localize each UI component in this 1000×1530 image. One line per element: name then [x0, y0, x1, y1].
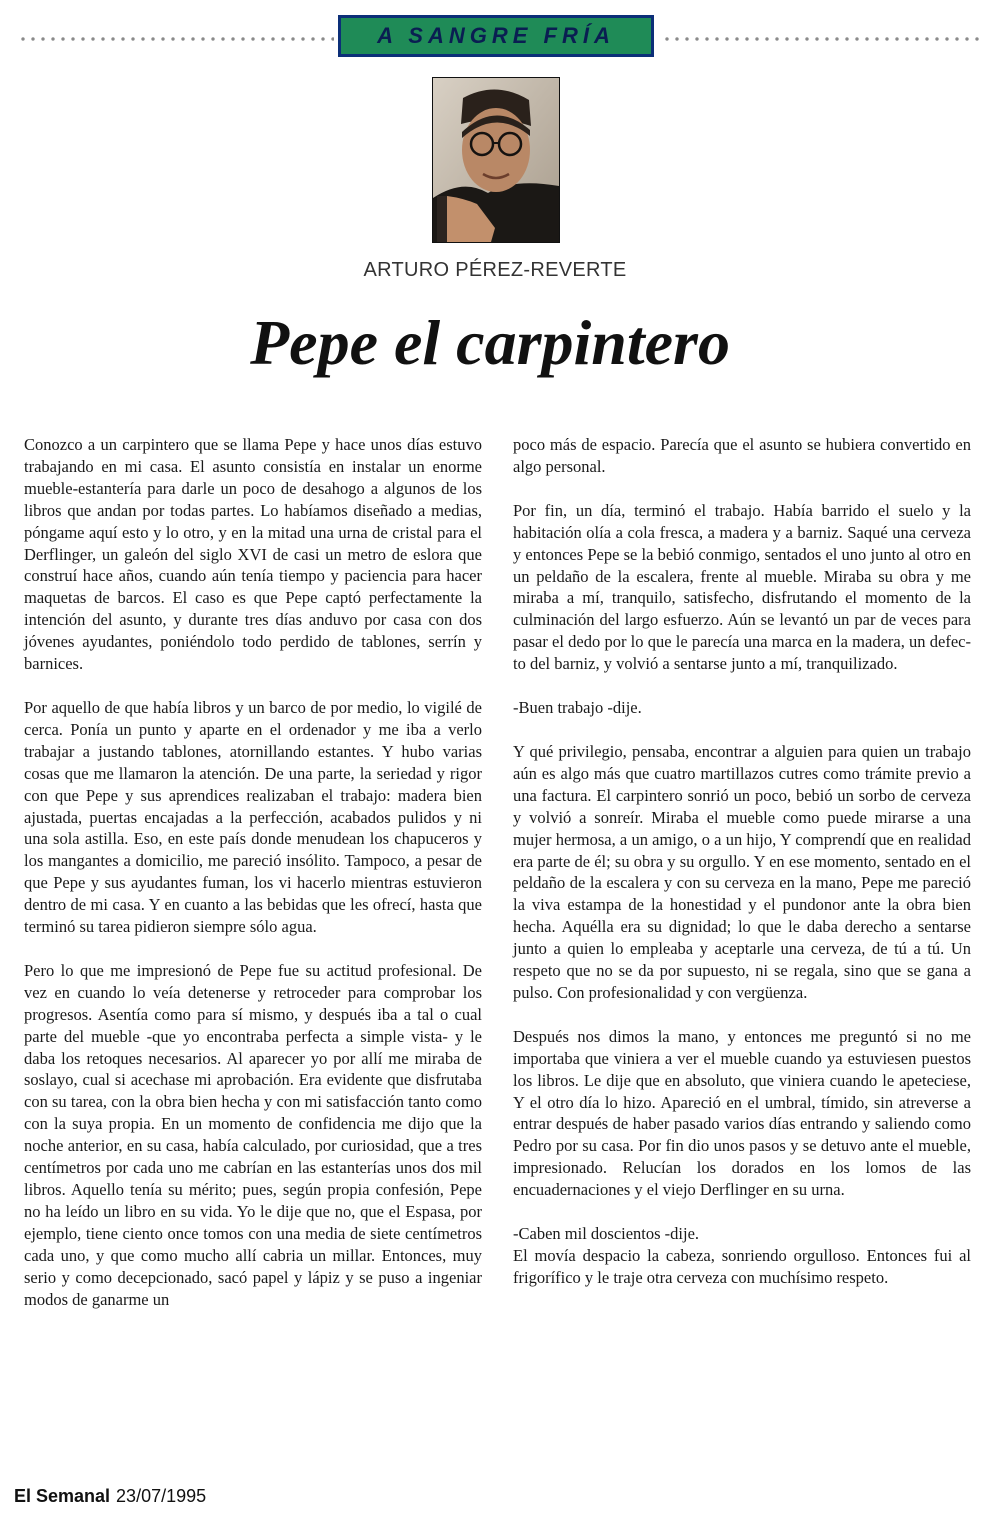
paragraph: -Caben mil doscientos -dije.	[513, 1224, 700, 1244]
paragraph: Pero lo que me impresionó de Pepe fue su actitud profesional. De vez en cuando lo veía detenerse y retroceder para comprobar los progresos. Asentía como para sí mismo, y después iba a tal o cual parte del mueble -que yo encontraba perfecta a simple vista- y le daba los retoques necesarios. Al aparecer yo por allí me miraba de soslayo, cual si acechase mi aprobación. Era evidente que disfrutaba con su tarea, con la obra bien hecha y con mi satisfacción tanto como con la suya propia. En un momento de confidencia me dijo que la noche anterior, en su casa, había calculado, por curiosidad, que a tres centímetros por cada uno me cabrían en las estanterías unos dos mil libros. Aquello tenía su mérito; pues, según propia confesión, Pepe no ha leído un libro en su vida. Yo le dije que no, que el Espasa, por ejemplo, tiene ciento once tomos con una media de siete centímetros cada uno, y que como mucho allí cabria un millar. Entonces, muy serio y como decepcionado, sacó papel y lápiz y se puso a ingeniar modos de ganarme un	[24, 960, 482, 1309]
paragraph: Por aquello de que había libros y un barco de por medio, lo vigilé de cerca. Ponía un punto y aparte en el ordenador y me iba a verlo trabajar a justando tablones, atornillando estantes. Y hubo varias cosas que me llamaron la atención. De una parte, la seriedad y rigor con que Pepe y sus aprendices realizaban el trabajo: madera bien ajustada, puertas encajadas a la perfección, acabados pulidos y ni una sola astilla. Eso, en este país donde menudean los chapuceros y los mangantes a domicilio, me pareció insólito. Tampoco, a pesar de que Pepe y sus ayudantes fuman, los vi hacerlo mientras estuvieron dentro de mi casa. Y en cuanto a las bebidas que les ofrecí, hasta que terminó su tarea pidieron siempre sólo agua.	[24, 697, 482, 937]
paragraph: Conozco a un carpintero que se llama Pepe y hace unos días estuvo trabajando en mi casa. El asunto consistía en instalar un enorme mueble-estantería para darle un poco de desahogo a algunos de los libros que andan por todas partes. Lo habíamos diseñado a medias, póngame aquí esto y lo otro, y en la mitad una urna de cristal para el Derflinger, un galeón del siglo XVI de casi un metro de eslora que construí hace años, cuando aún tenía tiempo y paciencia para hacer maquetas de barcos. El caso es que Pepe captó perfectamente la intención del asunto, y durante tres días anduvo por casa con dos jóvenes ayudantes, poniéndolo todo perdido de tablones, serrín y barnices.	[24, 435, 482, 674]
header-dotted-rule-right	[662, 37, 980, 41]
publication-name: El Semanal	[14, 1486, 111, 1506]
article-title: Pepe el carpintero	[250, 307, 730, 378]
section-banner: A SANGRE FRÍA	[338, 15, 654, 57]
paragraph: El movía despacio la cabeza, sonriendo orgulloso. Entonces fui al frigorífico y le traje otra cerveza con muchísimo respeto.	[513, 1246, 971, 1287]
paragraph: -Buen trabajo -dije.	[513, 698, 642, 718]
footer	[14, 1486, 206, 1507]
author-name: ARTURO PÉREZ-REVERTE	[363, 259, 627, 281]
paragraph: Y qué privilegio, pensaba, encontrar a alguien para quien un trabajo aún es algo más que cuatro martillazos cutres como trámite previo a una factura. El carpintero sonrió un poco, bebió un sorbo de cerveza y volvió a sonreír. Miraba el mueble como puede mirarse a una mujer hermosa, a un amigo, o a un hijo, Y comprendí que en realidad era parte de él; su obra y su orgullo. Y en ese momento, sentado en el peldaño de la escalera y con su cerveza en la mano, Pepe me pareció la viva estampa de la honestidad y el pundonor ante la obra bien hecha. Aquélla era su dignidad; lo que le daba derecho a sentarse junto a quien lo empleaba y aceptarle una cerveza, de tú a tú. Un respeto que no se da por supuesto, ni se regala, sino que se gana a pulso. Con profesionalidad y con vergüenza.	[513, 741, 971, 1002]
paragraph: poco más de espacio. Parecía que el asunto se hubiera convertido en algo personal.	[513, 435, 971, 476]
author-photo	[432, 77, 560, 243]
article-column-right	[513, 434, 971, 1311]
header-dotted-rule-left	[18, 37, 334, 41]
publication-date: 23/07/1995	[116, 1486, 207, 1506]
article-column-left	[24, 434, 482, 1332]
paragraph: Por fin, un día, terminó el trabajo. Había barrido el suelo y la habitación olía a cola fresca, a madera y a barniz. Saqué una cerveza y entonces Pepe se la bebió conmigo, sentados el uno junto al otro en un peldaño de la escalera, frente al mueble. Miraba su obra y me miraba a mí, tranquilo, satisfecho, disfrutando el momento de la culminación del largo esfuerzo. Aún se levantó un par de veces para pasar el dedo por lo que le parecía una marca en la madera, un defecto del barniz, y volvió a sentarse junto a mí, tranquilizado.	[513, 500, 971, 674]
paragraph: Después nos dimos la mano, y entonces me preguntó si no me importaba que viniera a ver el mueble cuando ya estuviesen puestos los libros. Le dije que en absoluto, que viniera cuando le apeteciese, Y el otro día lo hizo. Apareció en el umbral, tímido, sin atreverse a entrar después de haber pasado varios días entrando y saliendo como Pedro por su casa. Por fin dio unos pasos y se detuvo ante el mueble, impresionado. Relucían los dorados en los lomos de las encuadernaciones y el viejo Derflinger en su urna.	[513, 1026, 971, 1200]
